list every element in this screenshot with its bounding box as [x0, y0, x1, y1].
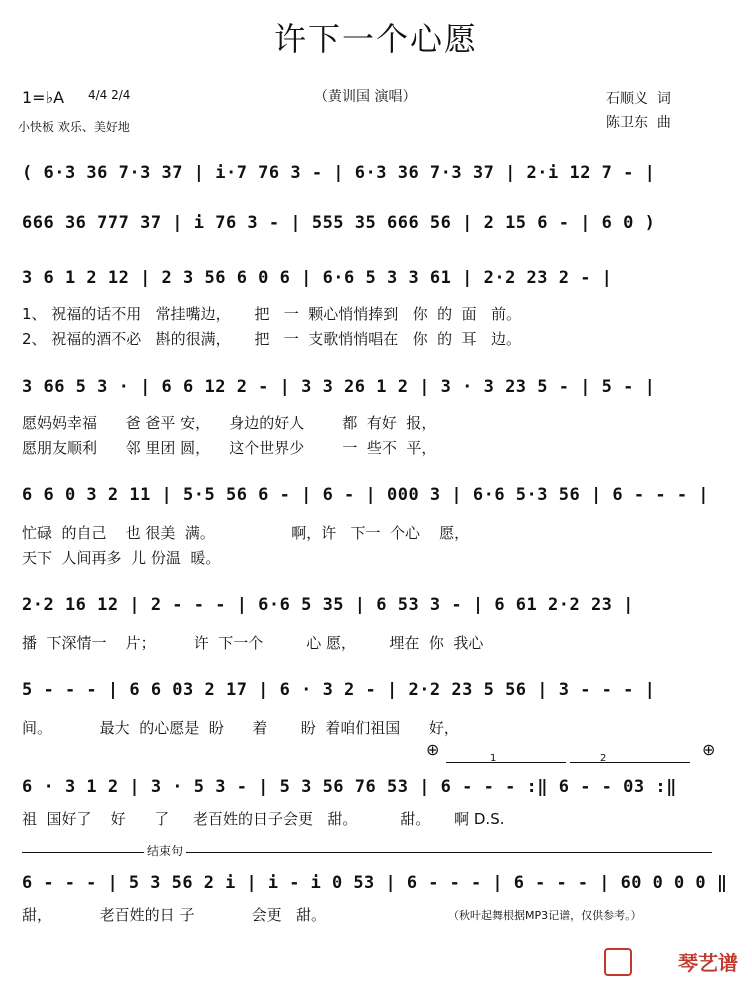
- lyric-row-8: 祖 国好了 好 了 老百姓的日子会更 甜。 甜。 啊 D.S.: [22, 810, 505, 828]
- score-row-7: [22, 680, 732, 704]
- key-signature: 1=♭A: [22, 88, 65, 107]
- tempo-marking: 小快板 欢乐、美好地: [18, 120, 130, 134]
- notes-row-6: 2·2 16 12 | 2 - - - | 6·6 5 35 | 6 53 3 - | 6 61 2·2 23 |: [22, 595, 634, 615]
- notes-row-1: ( 6·3 36 7·3 37 | i·7 76 3 - | 6·3 36 7·3 37 | 2·i 12 7 - |: [22, 163, 656, 183]
- lyric-row-5-verse-1: 忙碌 的自己 也 很美 满。 啊，许 下一 个心 愿，: [22, 524, 470, 542]
- lyric-row-5-verse-2: 天下 人间再多 儿 份温 暖。: [22, 549, 221, 567]
- ending-bracket-line: [22, 852, 712, 853]
- lyric-row-3-verse-2: 2、 祝福的酒不必 斟的很满， 把 一 支歌悄悄唱在 你 的 耳 边。: [22, 330, 521, 348]
- song-title: 许下一个心愿: [273, 20, 478, 58]
- score-row-9: [22, 873, 732, 897]
- volta-1-line: [446, 762, 566, 763]
- transcription-note: （秋叶起舞根据MP3记谱，仅供参考。）: [448, 909, 642, 922]
- notes-row-8: 6 · 3 1 2 | 3 · 5 3 - | 5 3 56 76 53 | 6 - - - :‖ 6 - - 03 :‖: [22, 777, 677, 797]
- volta-2-label: 2: [600, 753, 607, 764]
- notes-row-4: 3 66 5 3 · | 6 6 12 2 - | 3 3 26 1 2 | 3 · 3 23 5 - | 5 - |: [22, 377, 656, 397]
- notes-row-3: 3 6 1 2 12 | 2 3 56 6 0 6 | 6·6 5 3 3 61 | 2·2 23 2 - |: [22, 268, 613, 288]
- lyric-row-6: 播 下深情一 片； 许 下一个 心 愿， 埋在 你 我心: [22, 634, 484, 652]
- coda-sign-left: ⊕: [426, 740, 440, 759]
- notes-row-2: 666 36 777 37 | i 76 3 - | 555 35 666 56 | 2 15 6 - | 6 0 ): [22, 213, 656, 233]
- score-row-4: [22, 377, 732, 401]
- notes-row-7: 5 - - - | 6 6 03 2 17 | 6 · 3 2 - | 2·2 23 5 56 | 3 - - - |: [22, 680, 656, 700]
- score-row-2: [22, 213, 732, 237]
- lyricist-credit: 石顺义 词: [606, 91, 671, 107]
- lyric-row-4-verse-2: 愿朋友顺利 邻 里团 圆， 这个世界少 一 些不 平，: [22, 439, 437, 457]
- lyric-row-9: 甜， 老百姓的日 子 会更 甜。: [22, 906, 326, 924]
- score-row-6: [22, 595, 732, 619]
- watermark-logo-icon: [604, 948, 632, 976]
- score-row-1: [22, 163, 732, 187]
- lyric-row-7: 间。 最大 的心愿是 盼 着 盼 着咱们祖国 好，: [22, 719, 459, 737]
- volta-2-line: [570, 762, 690, 763]
- volta-1-label: 1: [490, 753, 497, 764]
- composer-credit: 陈卫东 曲: [606, 115, 671, 131]
- time-signature: 4/4 2/4: [88, 88, 131, 102]
- notes-row-5: 6 6 0 3 2 11 | 5·5 56 6 - | 6 - | 000 3 | 6·6 5·3 56 | 6 - - - |: [22, 485, 710, 505]
- watermark-text: 琴艺谱: [678, 951, 738, 975]
- ending-label: 结束句: [144, 842, 186, 859]
- lyric-row-3-verse-1: 1、 祝福的话不用 常挂嘴边， 把 一 颗心悄悄捧到 你 的 面 前。: [22, 305, 521, 323]
- lyric-row-4-verse-1: 愿妈妈幸福 爸 爸平 安， 身边的好人 都 有好 报，: [22, 414, 437, 432]
- singer-credit: （黄训国 演唱）: [314, 89, 417, 105]
- score-row-3: [22, 268, 732, 292]
- notes-row-9: 6 - - - | 5 3 56 2 i | i - i 0 53 | 6 - - - | 6 - - - | 60 0 0 0 ‖: [22, 873, 728, 893]
- score-row-5: [22, 485, 732, 509]
- coda-sign-right: ⊕: [702, 740, 716, 759]
- score-row-8: [22, 777, 732, 801]
